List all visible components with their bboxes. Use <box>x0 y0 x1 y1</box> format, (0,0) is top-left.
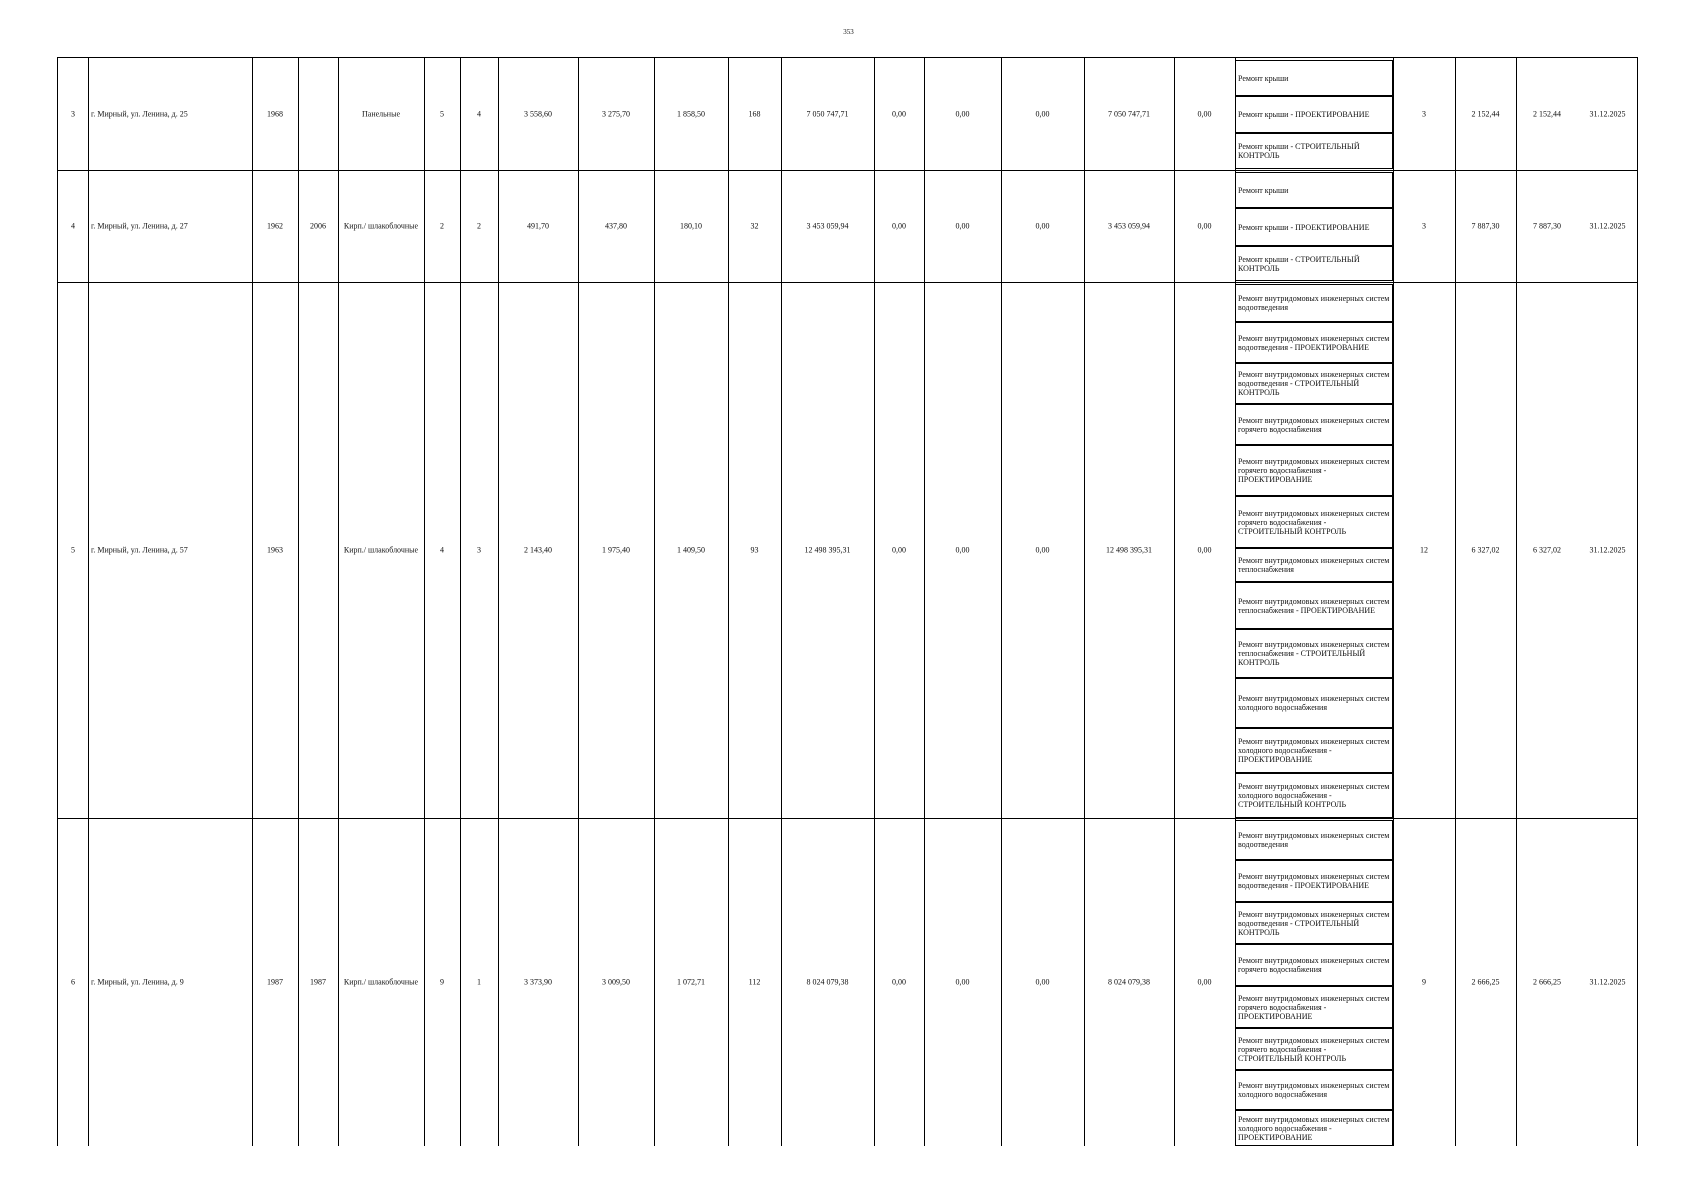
cell-address: г. Мирный, ул. Ленина, д. 57 <box>91 545 188 555</box>
cell-owned-area: 1 858,50 <box>677 109 705 119</box>
cell-living-area: 1 975,40 <box>602 545 630 555</box>
work-item-label: Ремонт внутридомовых инженерных систем водоотведения <box>1238 831 1390 849</box>
cell-living-area: 437,80 <box>605 221 627 231</box>
work-item-label: Ремонт внутридомовых инженерных систем водоотведения - ПРОЕКТИРОВАНИЕ <box>1238 333 1390 352</box>
cell-num: 4 <box>71 221 75 231</box>
work-item <box>1235 133 1393 169</box>
cell-fund-other: 0,00 <box>1197 221 1212 231</box>
cell-fund-other: 0,00 <box>1197 109 1212 119</box>
work-item <box>1235 322 1393 363</box>
work-item-label: Ремонт крыши <box>1238 185 1289 195</box>
work-item-label: Ремонт крыши <box>1238 73 1289 83</box>
work-item <box>1235 172 1393 208</box>
cell-num: 5 <box>71 545 75 555</box>
cell-year-built: 1968 <box>267 109 283 119</box>
cell-max-unit-cost: 2 666,25 <box>1533 977 1561 987</box>
cell-owned-area: 180,10 <box>680 221 702 231</box>
cell-residents: 168 <box>748 109 761 119</box>
work-item-label: Ремонт внутридомовых инженерных систем холодного водоснабжения - СТРОИТЕЛЬНЫЙ КОНТРОЛЬ <box>1238 782 1390 809</box>
cell-work-count: 3 <box>1422 109 1426 119</box>
work-item <box>1235 363 1393 404</box>
cell-fund-federal: 0,00 <box>892 977 906 987</box>
cell-total-area: 3 558,60 <box>524 109 552 119</box>
cell-entrances: 2 <box>477 221 481 231</box>
cell-unit-cost: 2 666,25 <box>1471 977 1500 987</box>
capital-repair-table <box>57 57 1638 1146</box>
cell-num: 6 <box>71 977 75 987</box>
cell-residents: 112 <box>748 977 761 987</box>
work-item-label: Ремонт внутридомовых инженерных систем водоотведения - СТРОИТЕЛЬНЫЙ КОНТРОЛЬ <box>1238 909 1390 937</box>
work-item-label: Ремонт внутридомовых инженерных систем теплоснабжения - ПРОЕКТИРОВАНИЕ <box>1238 596 1390 615</box>
cell-cost-total: 3 453 059,94 <box>806 221 849 231</box>
cell-unit-cost: 7 887,30 <box>1471 221 1500 231</box>
cell-fund-local: 0,00 <box>1035 109 1050 119</box>
work-item-label: Ремонт внутридомовых инженерных систем теплоснабжения <box>1238 556 1390 574</box>
cell-total-area: 491,70 <box>527 221 549 231</box>
cell-max-unit-cost: 7 887,30 <box>1533 221 1561 231</box>
cell-year-built: 1963 <box>267 545 283 555</box>
cell-residents: 32 <box>750 221 759 231</box>
cell-fund-owners: 12 498 395,31 <box>1106 545 1152 555</box>
work-item-label: Ремонт внутридомовых инженерных систем горячего водоснабжения <box>1238 415 1390 434</box>
work-item <box>1235 728 1393 773</box>
cell-deadline: 31.12.2025 <box>1589 545 1626 555</box>
cell-floors: 5 <box>440 109 444 119</box>
cell-address: г. Мирный, ул. Ленина, д. 25 <box>91 109 188 119</box>
cell-fund-owners: 8 024 079,38 <box>1108 977 1150 987</box>
work-item-label: Ремонт внутридомовых инженерных систем горячего водоснабжения <box>1238 956 1390 974</box>
cell-floors: 9 <box>440 977 444 987</box>
cell-fund-local: 0,00 <box>1035 545 1050 555</box>
work-item <box>1235 820 1393 860</box>
work-item-label: Ремонт крыши - ПРОЕКТИРОВАНИЕ <box>1238 110 1370 119</box>
cell-max-unit-cost: 2 152,44 <box>1533 109 1561 119</box>
cell-fund-owners: 7 050 747,71 <box>1108 109 1150 119</box>
row-divider <box>58 170 1637 171</box>
cell-residents: 93 <box>750 545 759 555</box>
row-divider <box>58 282 1637 283</box>
cell-floors: 2 <box>440 221 444 231</box>
cell-entrances: 1 <box>477 977 481 987</box>
work-item <box>1235 548 1393 582</box>
cell-unit-cost: 6 327,02 <box>1471 545 1500 555</box>
work-item-label: Ремонт крыши - СТРОИТЕЛЬНЫЙ КОНТРОЛЬ <box>1238 254 1360 273</box>
page-number: 353 <box>843 28 854 36</box>
work-item <box>1235 496 1393 548</box>
cell-deadline: 31.12.2025 <box>1589 109 1626 119</box>
cell-living-area: 3 009,50 <box>602 977 630 987</box>
cell-work-count: 9 <box>1422 977 1426 987</box>
cell-fund-regional: 0,00 <box>955 221 970 231</box>
work-item-label: Ремонт внутридомовых инженерных систем горячего водоснабжения - СТРОИТЕЛЬНЫЙ КОНТРОЛЬ <box>1238 1035 1390 1063</box>
work-item <box>1235 404 1393 445</box>
column-divider <box>88 58 89 1146</box>
work-item <box>1235 944 1393 986</box>
cell-fund-other: 0,00 <box>1197 545 1212 555</box>
cell-fund-regional: 0,00 <box>955 545 970 555</box>
work-item-label: Ремонт внутридомовых инженерных систем водоотведения - СТРОИТЕЛЬНЫЙ КОНТРОЛЬ <box>1238 370 1390 397</box>
work-item <box>1235 1028 1393 1070</box>
cell-fund-regional: 0,00 <box>955 109 970 119</box>
cell-fund-regional: 0,00 <box>955 977 970 987</box>
work-item-label: Ремонт внутридомовых инженерных систем горячего водоснабжения - ПРОЕКТИРОВАНИЕ <box>1238 457 1390 484</box>
cell-year-built: 1962 <box>267 221 283 231</box>
cell-wall-material: Кирп./ шлакоблочные <box>343 221 419 231</box>
cell-floors: 4 <box>440 545 444 555</box>
cell-total-area: 3 373,90 <box>524 977 552 987</box>
cell-fund-local: 0,00 <box>1035 221 1050 231</box>
work-item-label: Ремонт внутридомовых инженерных систем холодного водоснабжения <box>1238 1081 1390 1099</box>
work-item-label: Ремонт внутридомовых инженерных систем холодного водоснабжения - ПРОЕКТИРОВАНИЕ <box>1238 737 1390 764</box>
cell-year-overhaul: 2006 <box>310 221 326 231</box>
cell-address: г. Мирный, ул. Ленина, д. 27 <box>91 221 188 231</box>
cell-fund-federal: 0,00 <box>892 545 906 555</box>
work-item <box>1235 582 1393 629</box>
cell-work-count: 3 <box>1422 221 1426 231</box>
work-item <box>1235 860 1393 902</box>
work-item-label: Ремонт внутридомовых инженерных систем горячего водоснабжения - ПРОЕКТИРОВАНИЕ <box>1238 993 1390 1021</box>
work-item-label: Ремонт внутридомовых инженерных систем холодного водоснабжения - ПРОЕКТИРОВАНИЕ <box>1238 1114 1390 1142</box>
work-item <box>1235 629 1393 678</box>
work-item-label: Ремонт крыши - СТРОИТЕЛЬНЫЙ КОНТРОЛЬ <box>1238 142 1360 160</box>
work-item <box>1235 284 1393 322</box>
cell-deadline: 31.12.2025 <box>1589 977 1626 987</box>
work-item <box>1235 246 1393 281</box>
cell-wall-material: Кирп./ шлакоблочные <box>343 545 419 555</box>
work-item <box>1235 60 1393 96</box>
work-item-label: Ремонт внутридомовых инженерных систем водоотведения <box>1238 294 1390 312</box>
work-item <box>1235 1070 1393 1110</box>
work-item <box>1235 445 1393 496</box>
cell-cost-total: 12 498 395,31 <box>804 545 851 555</box>
row-divider <box>58 818 1637 819</box>
cell-fund-local: 0,00 <box>1035 977 1050 987</box>
cell-deadline: 31.12.2025 <box>1589 221 1626 231</box>
work-item-label: Ремонт внутридомовых инженерных систем горячего водоснабжения - СТРОИТЕЛЬНЫЙ КОНТРОЛЬ <box>1238 508 1390 536</box>
work-item <box>1235 773 1393 818</box>
cell-year-overhaul: 1987 <box>310 977 326 987</box>
cell-owned-area: 1 409,50 <box>677 545 705 555</box>
cell-entrances: 4 <box>477 109 481 119</box>
cell-fund-other: 0,00 <box>1197 977 1212 987</box>
cell-fund-federal: 0,00 <box>892 221 906 231</box>
work-item <box>1235 986 1393 1028</box>
cell-num: 3 <box>71 109 75 119</box>
work-item <box>1235 96 1393 133</box>
cell-address: г. Мирный, ул. Ленина, д. 9 <box>91 977 184 987</box>
cell-work-count: 12 <box>1420 545 1428 555</box>
work-item <box>1235 208 1393 246</box>
cell-owned-area: 1 072,71 <box>677 977 705 987</box>
work-item-label: Ремонт внутридомовых инженерных систем теплоснабжения - СТРОИТЕЛЬНЫЙ КОНТРОЛЬ <box>1238 640 1390 667</box>
cell-cost-total: 8 024 079,38 <box>806 977 849 987</box>
work-item <box>1235 1110 1393 1146</box>
cell-wall-material: Панельные <box>361 109 400 119</box>
work-item-label: Ремонт внутридомовых инженерных систем водоотведения - ПРОЕКТИРОВАНИЕ <box>1238 872 1390 890</box>
work-item-label: Ремонт внутридомовых инженерных систем холодного водоснабжения <box>1238 694 1390 712</box>
cell-unit-cost: 2 152,44 <box>1471 109 1500 119</box>
work-item-label: Ремонт крыши - ПРОЕКТИРОВАНИЕ <box>1238 222 1370 232</box>
cell-fund-owners: 3 453 059,94 <box>1108 221 1150 231</box>
cell-cost-total: 7 050 747,71 <box>806 109 849 119</box>
cell-year-built: 1987 <box>267 977 283 987</box>
cell-fund-federal: 0,00 <box>892 109 906 119</box>
work-item <box>1235 678 1393 728</box>
work-item <box>1235 902 1393 944</box>
cell-wall-material: Кирп./ шлакоблочные <box>343 977 419 987</box>
cell-entrances: 3 <box>477 545 481 555</box>
cell-max-unit-cost: 6 327,02 <box>1533 545 1561 555</box>
cell-total-area: 2 143,40 <box>524 545 552 555</box>
cell-living-area: 3 275,70 <box>602 109 630 119</box>
